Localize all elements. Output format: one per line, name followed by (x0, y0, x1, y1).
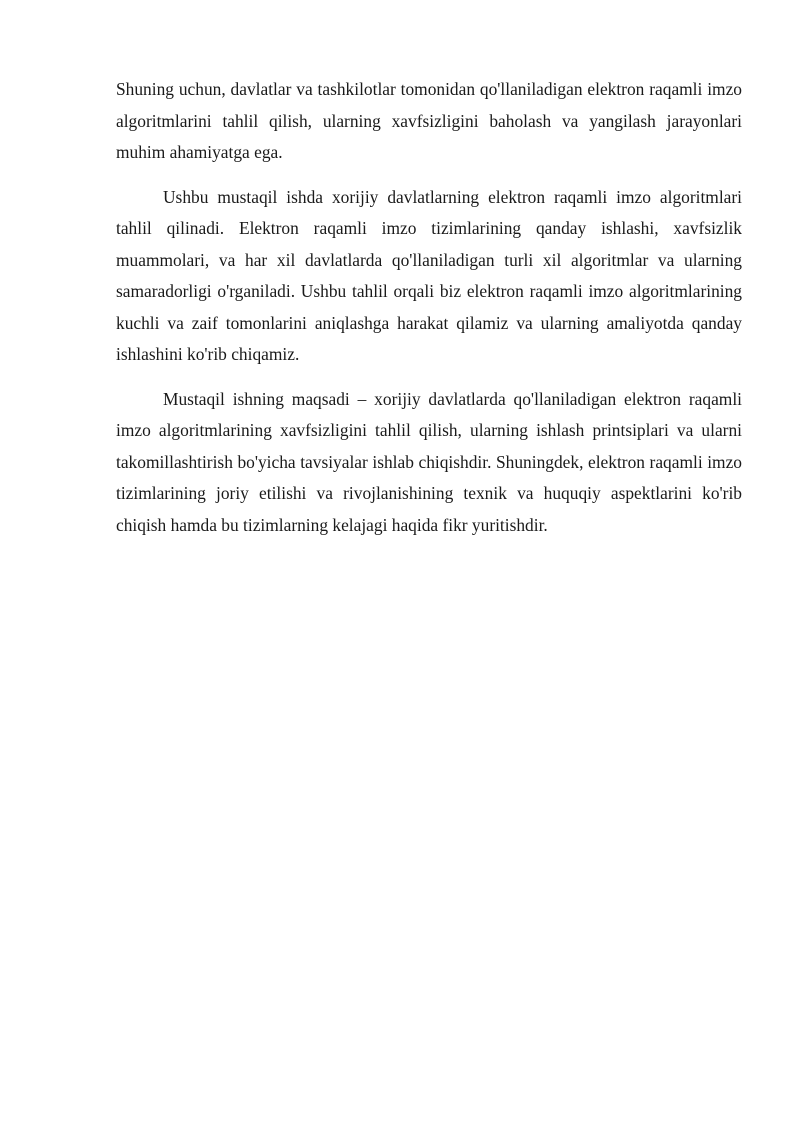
paragraph-introduction: Ushbu mustaqil ishda xorijiy davlatlarning elektron raqamli imzo algoritmlari tahlil qilinadi. Elektron raqamli imzo tizimlarining qanday ishlashi, xavfsizlik muammolari, va har xil davlatlarda qo'llaniladigan turli xil algoritmlar va ularning samaradorligi o'rganiladi. Ushbu tahlil orqali biz elektron raqamli imzo algoritmlarining kuchli va zaif tomonlarini aniqlashga harakat qilamiz va ularning amaliyotda qanday ishlashini ko'rib chiqamiz. (116, 186, 742, 364)
paragraph-objective: Mustaqil ishning maqsadi – xorijiy davlatlarda qo'llaniladigan elektron raqamli imzo algoritmlarining xavfsizligini tahlil qilish, ularning ishlash printsiplari va ularni takomillashtirish bo'yicha tavsiyalar ishlab chiqishdir. Shuningdek, elektron raqamli imzo tizimlarining joriy etilishi va rivojlanishining texnik va huquqiy aspektlarini ko'rib chiqish hamda bu tizimlarning kelajagi haqida fikr yuritishdir. (116, 388, 742, 535)
document-body (116, 74, 742, 541)
paragraph-continuation: Shuning uchun, davlatlar va tashkilotlar tomonidan qo'llaniladigan elektron raqamli imzo algoritmlarini tahlil qilish, ularning xavfsizligini baholash va yangilash jarayonlari muhim ahamiyatga ega. (116, 79, 742, 162)
